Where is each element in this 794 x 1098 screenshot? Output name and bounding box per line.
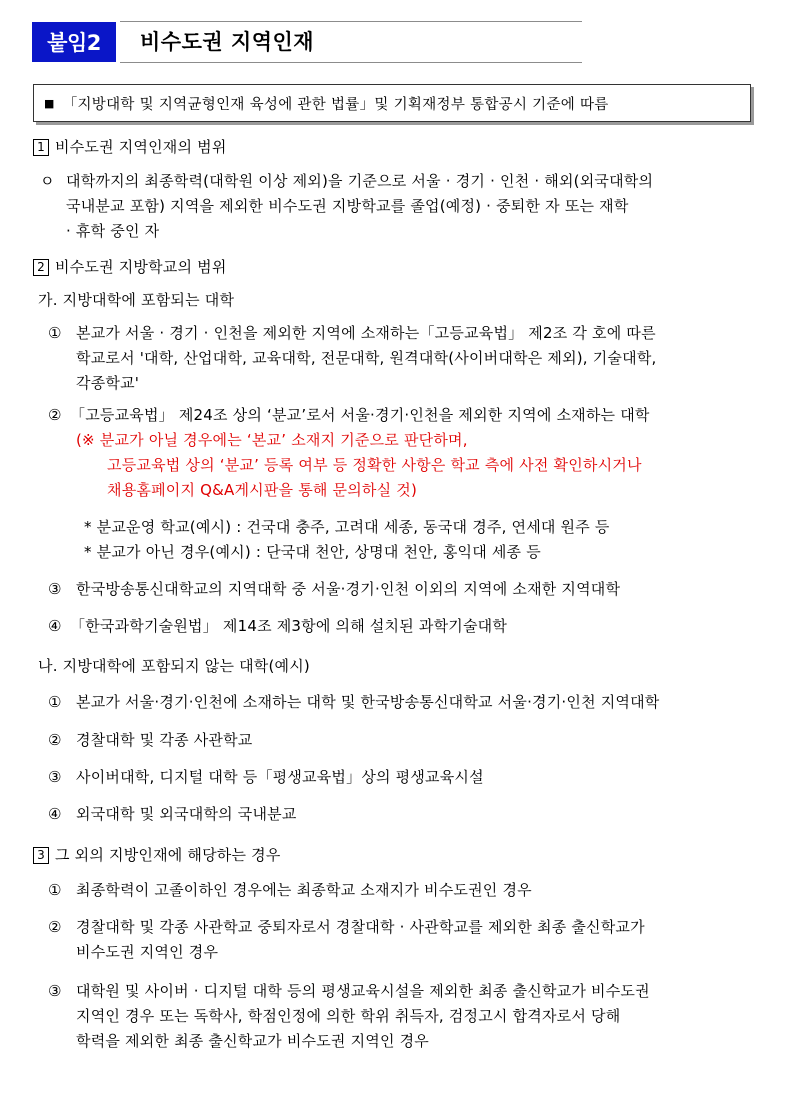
item-number: ① xyxy=(48,881,62,899)
item-number: ④ xyxy=(48,805,62,823)
item-number: ④ xyxy=(48,617,62,635)
section1-line2: 국내분교 포함) 지역을 제외한 비수도권 지방학교를 졸업(예정) · 중퇴한 자 또는 재학 xyxy=(66,197,629,215)
item-a2-line1: 「고등교육법」 제24조 상의 ‘분교’로서 서울·경기·인천을 제외한 지역에 소재하는 대학 xyxy=(70,406,650,424)
item-number: ③ xyxy=(48,580,62,598)
item-a2-note3: 채용홈페이지 Q&A게시판을 통해 문의하실 것) xyxy=(107,481,418,499)
item-number: ① xyxy=(48,324,62,342)
section-heading-text: 비수도권 지역인재의 범위 xyxy=(55,138,227,156)
subsection-b-heading: 나. 지방대학에 포함되지 않는 대학(예시) xyxy=(38,657,310,675)
item-c2-line1: 경찰대학 및 각종 사관학교 중퇴자로서 경찰대학 · 사관학교를 제외한 최종 출신학교가 xyxy=(76,918,645,936)
section-number-box: 1 xyxy=(33,139,49,156)
item-c3-line1: 대학원 및 사이버 · 디지털 대학 등의 평생교육시설을 제외한 최종 출신학교가 비수도권 xyxy=(76,982,650,1000)
item-number: ② xyxy=(48,406,62,424)
basis-box xyxy=(33,84,751,122)
basis-text: 「지방대학 및 지역균형인재 육성에 관한 법률」및 기획재정부 통합공시 기준에 따름 xyxy=(62,96,609,113)
item-number: ③ xyxy=(48,982,62,1000)
item-a4-text: 「한국과학기술원법」 제14조 제3항에 의해 설치된 과학기술대학 xyxy=(70,617,508,635)
section-heading-text: 그 외의 지방인재에 해당하는 경우 xyxy=(55,846,281,864)
item-number: ② xyxy=(48,918,62,936)
section1-line1: 대학까지의 최종학력(대학원 이상 제외)을 기준으로 서울 · 경기 · 인천 · 해외(외국대학의 xyxy=(66,172,654,190)
item-c1-text: 최종학력이 고졸이하인 경우에는 최종학교 소재지가 비수도권인 경우 xyxy=(76,881,532,899)
item-a1-line2: 학교로서 '대학, 산업대학, 교육대학, 전문대학, 원격대학(사이버대학은 제외), 기술대학, xyxy=(76,349,657,367)
item-b2-text: 경찰대학 및 각종 사관학교 xyxy=(76,731,253,749)
item-a1-line1: 본교가 서울 · 경기 · 인천을 제외한 지역에 소재하는「고등교육법」 제2조 각 호에 따른 xyxy=(76,324,656,342)
item-number: ① xyxy=(48,693,62,711)
title-rule-top xyxy=(120,21,582,22)
document-title: 비수도권 지역인재 xyxy=(140,30,315,54)
section-number-box: 3 xyxy=(33,847,49,864)
item-c3-line2: 지역인 경우 또는 독학사, 학점인정에 의한 학위 취득자, 검정고시 합격자로서 당해 xyxy=(76,1007,621,1025)
item-number: ③ xyxy=(48,768,62,786)
title-rule-bottom xyxy=(120,62,582,63)
item-c3-line3: 학력을 제외한 최종 출신학교가 비수도권 지역인 경우 xyxy=(76,1032,429,1050)
item-a2-example2: * 분교가 아닌 경우(예시) : 단국대 천안, 상명대 천안, 홍익대 세종 등 xyxy=(84,543,541,561)
section2-heading xyxy=(33,256,227,278)
subsection-a-heading: 가. 지방대학에 포함되는 대학 xyxy=(38,291,235,309)
item-a3-text: 한국방송통신대학교의 지역대학 중 서울·경기·인천 이외의 지역에 소재한 지역대학 xyxy=(76,580,621,598)
section1-line3: · 휴학 중인 자 xyxy=(66,222,160,240)
square-bullet-icon: ■ xyxy=(44,96,55,110)
section-heading-text: 비수도권 지방학교의 범위 xyxy=(55,258,227,276)
item-a2-example1: * 분교운영 학교(예시) : 건국대 충주, 고려대 세종, 동국대 경주, 연세대 원주 등 xyxy=(84,518,610,536)
item-b4-text: 외국대학 및 외국대학의 국내분교 xyxy=(76,805,297,823)
section-number-box: 2 xyxy=(33,259,49,276)
circle-bullet: ㅇ xyxy=(40,172,55,190)
item-b3-text: 사이버대학, 디지털 대학 등「평생교육법」상의 평생교육시설 xyxy=(76,768,484,786)
item-b1-text: 본교가 서울·경기·인천에 소재하는 대학 및 한국방송통신대학교 서울·경기·인천 지역대학 xyxy=(76,693,660,711)
item-a2-note2: 고등교육법 상의 ‘분교’ 등록 여부 등 정확한 사항은 학교 측에 사전 확인하시거나 xyxy=(107,456,642,474)
item-c2-line2: 비수도권 지역인 경우 xyxy=(76,943,219,961)
section3-heading xyxy=(33,844,281,866)
attachment-badge: 붙임2 xyxy=(32,22,116,62)
item-number: ② xyxy=(48,731,62,749)
section1-heading xyxy=(33,136,227,158)
item-a1-line3: 각종학교' xyxy=(76,374,140,392)
item-a2-note1: (※ 분교가 아닐 경우에는 ‘본교’ 소재지 기준으로 판단하며, xyxy=(76,431,468,449)
